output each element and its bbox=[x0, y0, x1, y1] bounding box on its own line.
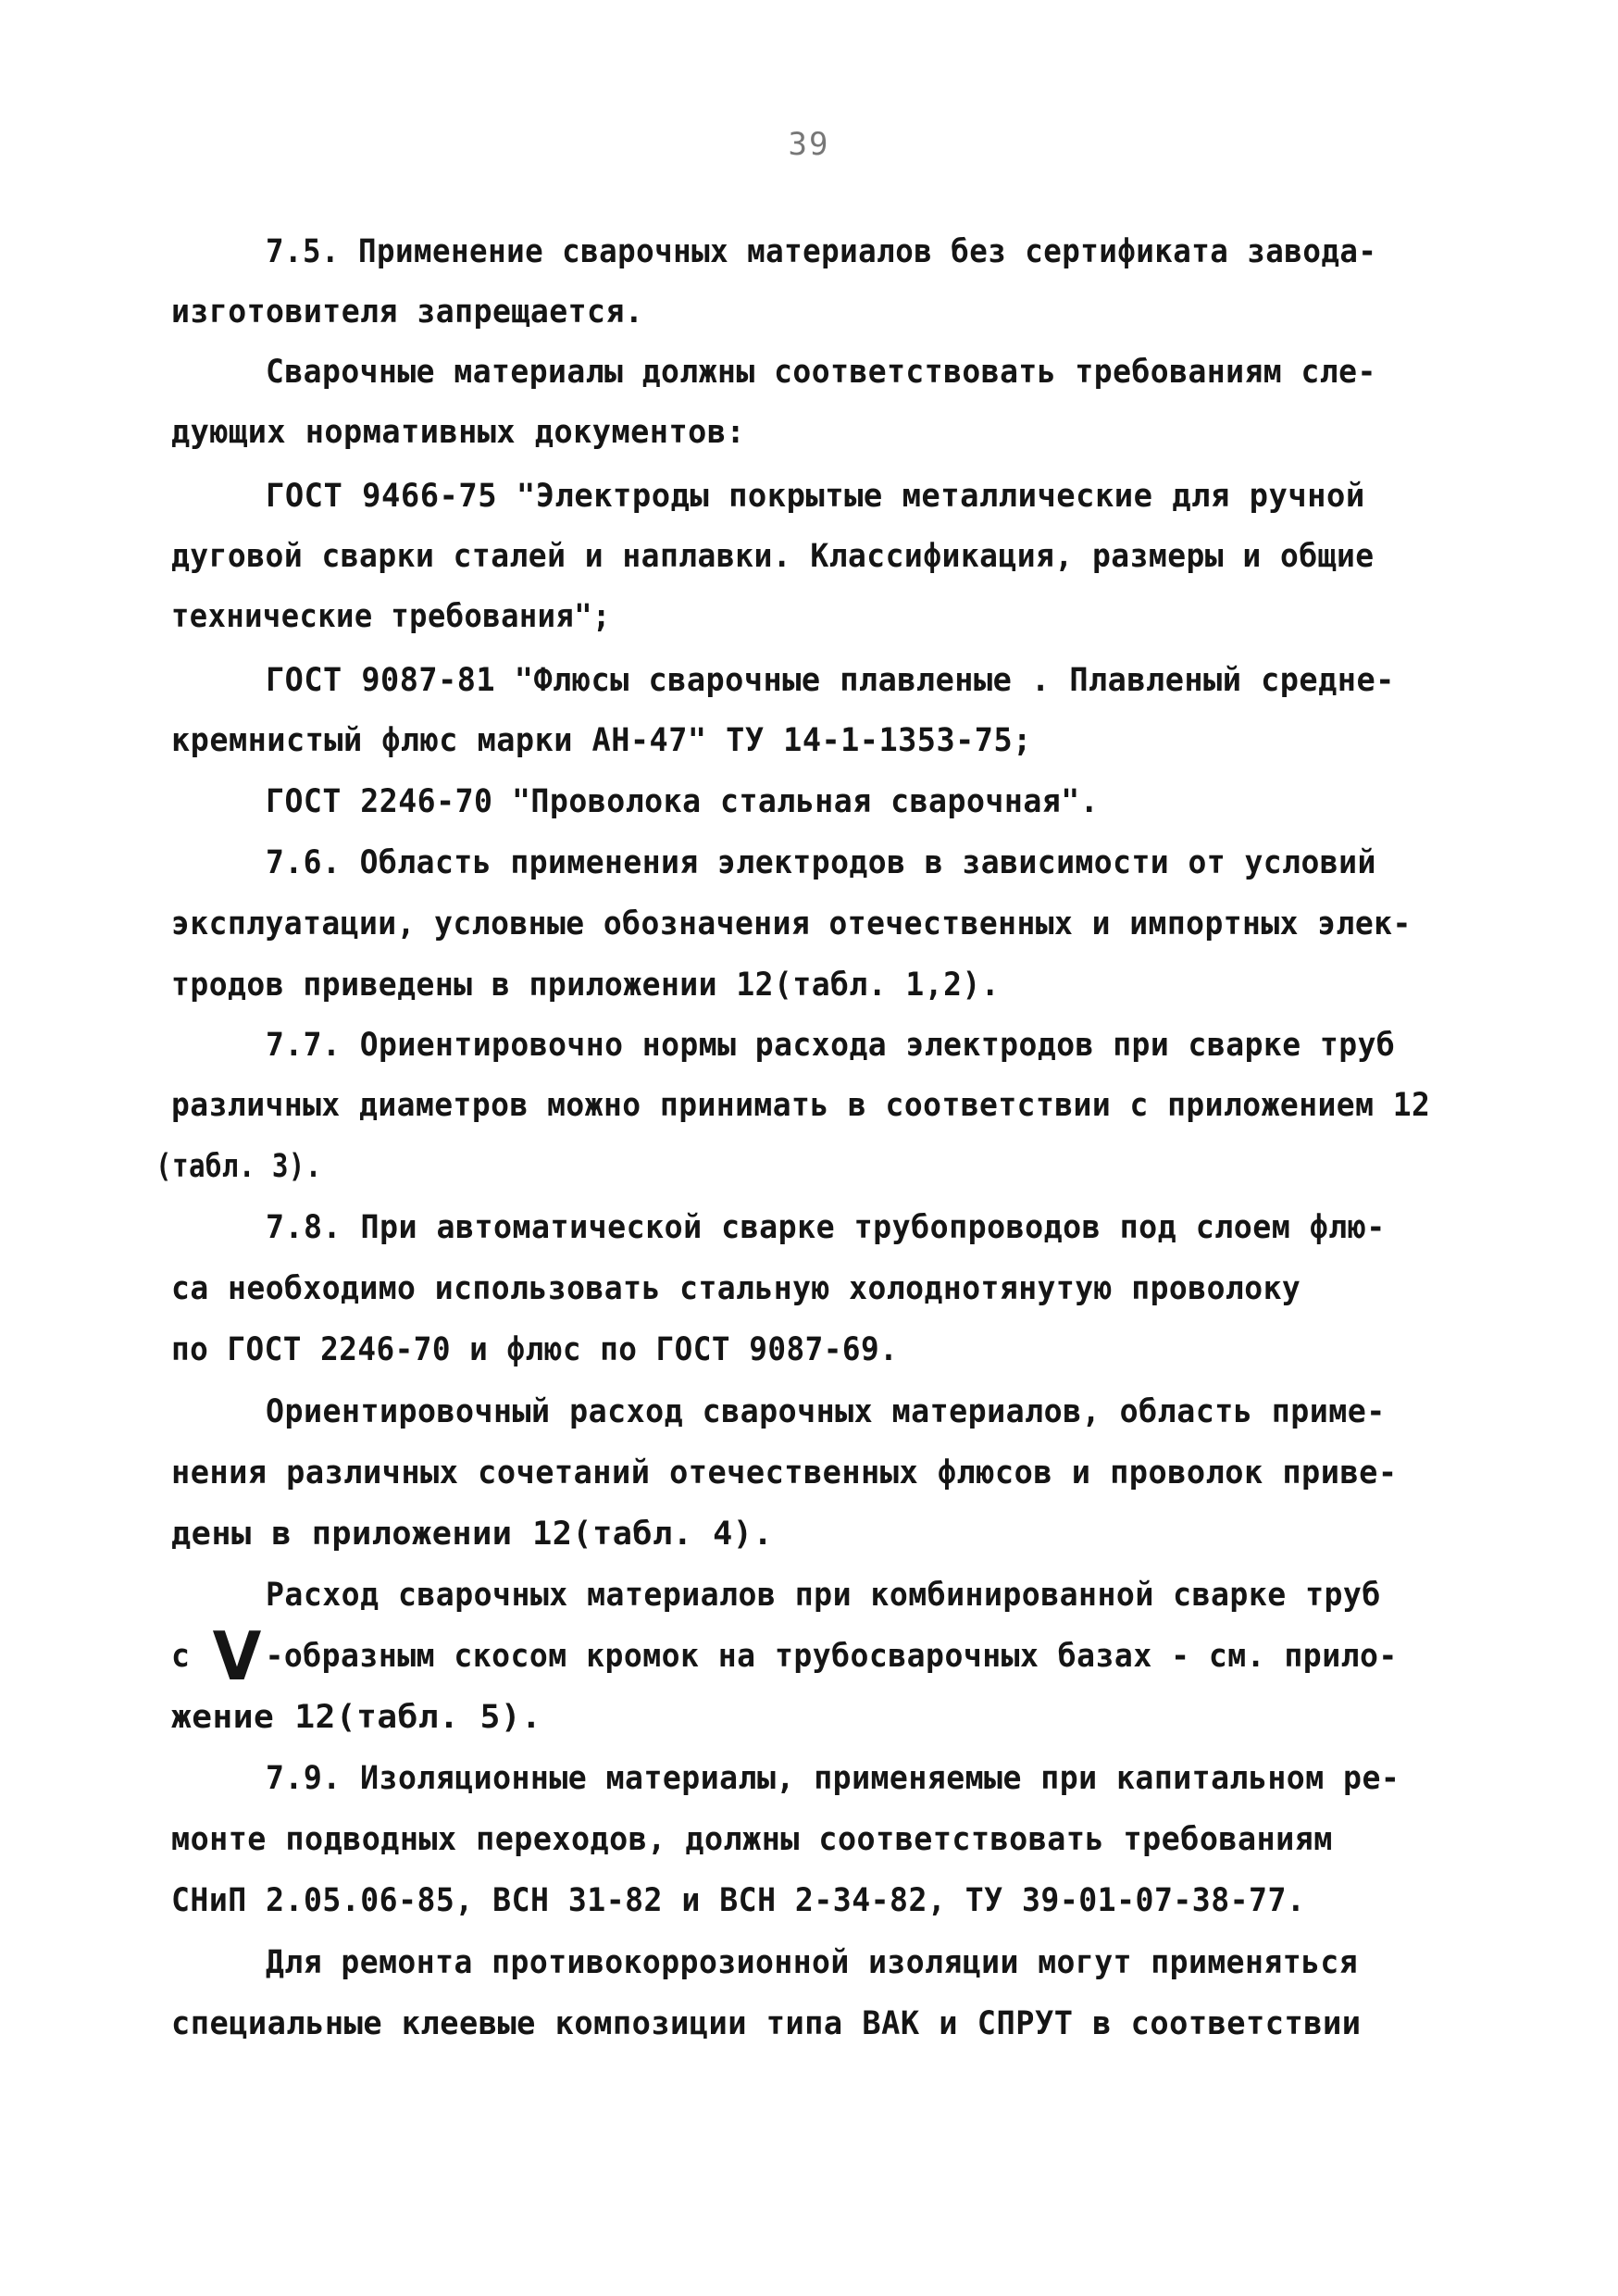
text-line: жение 12(табл. 5). bbox=[171, 1699, 542, 1736]
text-line: по ГОСТ 2246-70 и флюс по ГОСТ 9087-69. bbox=[171, 1331, 899, 1368]
text-line: са необходимо использовать стальную холоднотянутую проволоку bbox=[171, 1270, 1301, 1307]
text-fragment: с bbox=[171, 1638, 191, 1675]
text-line: специальные клеевые композиции типа ВАК и СПРУТ в соответствии bbox=[171, 2005, 1362, 2042]
text-line: 7.5. Применение сварочных материалов без сертификата завода- bbox=[266, 233, 1377, 270]
text-line: Расход сварочных материалов при комбинированной сварке труб bbox=[266, 1577, 1381, 1614]
text-line: (табл. 3). bbox=[156, 1148, 322, 1185]
page-number: 39 bbox=[788, 126, 830, 163]
text-line: изготовителя запрещается. bbox=[171, 293, 644, 331]
text-line: дующих нормативных документов: bbox=[171, 414, 746, 451]
text-line: Сварочные материалы должны соответствовать требованиям сле- bbox=[266, 354, 1376, 391]
text-line: 7.8. При автоматической сварке трубопроводов под слоем флю- bbox=[266, 1209, 1386, 1246]
text-line: различных диаметров можно принимать в соответствии с приложением 12 bbox=[171, 1087, 1431, 1124]
text-line: Для ремонта противокоррозионной изоляции могут применяться bbox=[266, 1944, 1359, 1981]
text-line: нения различных сочетаний отечественных флюсов и проволок приве- bbox=[171, 1454, 1398, 1491]
text-line: монте подводных переходов, должны соответствовать требованиям bbox=[171, 1821, 1333, 1858]
text-line: СНиП 2.05.06-85, ВСН 31-82 и ВСН 2-34-82, ТУ 39-01-07-38-77. bbox=[171, 1882, 1306, 1919]
v-shape-symbol: V bbox=[212, 1617, 262, 1695]
text-line: ГОСТ 2246-70 "Проволока стальная сварочная". bbox=[266, 783, 1100, 820]
text-line: дуговой сварки сталей и наплавки. Классификация, размеры и общие bbox=[171, 538, 1375, 575]
text-fragment: -образным скосом кромок на трубосварочных базах - см. прило- bbox=[265, 1638, 1398, 1675]
text-line: тродов приведены в приложении 12(табл. 1,2). bbox=[171, 967, 1001, 1004]
text-line: 7.6. Область применения электродов в зависимости от условий bbox=[266, 844, 1376, 881]
text-line: технические требования"; bbox=[171, 598, 611, 635]
text-line: дены в приложении 12(табл. 4). bbox=[171, 1516, 774, 1553]
text-line: 7.9. Изоляционные материалы, применяемые при капитальном ре- bbox=[266, 1760, 1400, 1797]
text-line bbox=[171, 1617, 1398, 1695]
text-line: 7.7. Ориентировочно нормы расхода электродов при сварке труб bbox=[266, 1027, 1396, 1064]
text-line: Ориентировочный расход сварочных материалов, область приме- bbox=[266, 1393, 1386, 1430]
text-line: кремнистый флюс марки АН-47" ТУ 14-1-1353-75; bbox=[171, 722, 1032, 759]
text-line: ГОСТ 9087-81 "Флюсы сварочные плавленые . Плавленый средне- bbox=[266, 662, 1395, 699]
text-line: ГОСТ 9466-75 "Электроды покрытые металлические для ручной bbox=[266, 478, 1365, 515]
text-line: эксплуатации, условные обозначения отечественных и импортных элек- bbox=[171, 905, 1412, 942]
